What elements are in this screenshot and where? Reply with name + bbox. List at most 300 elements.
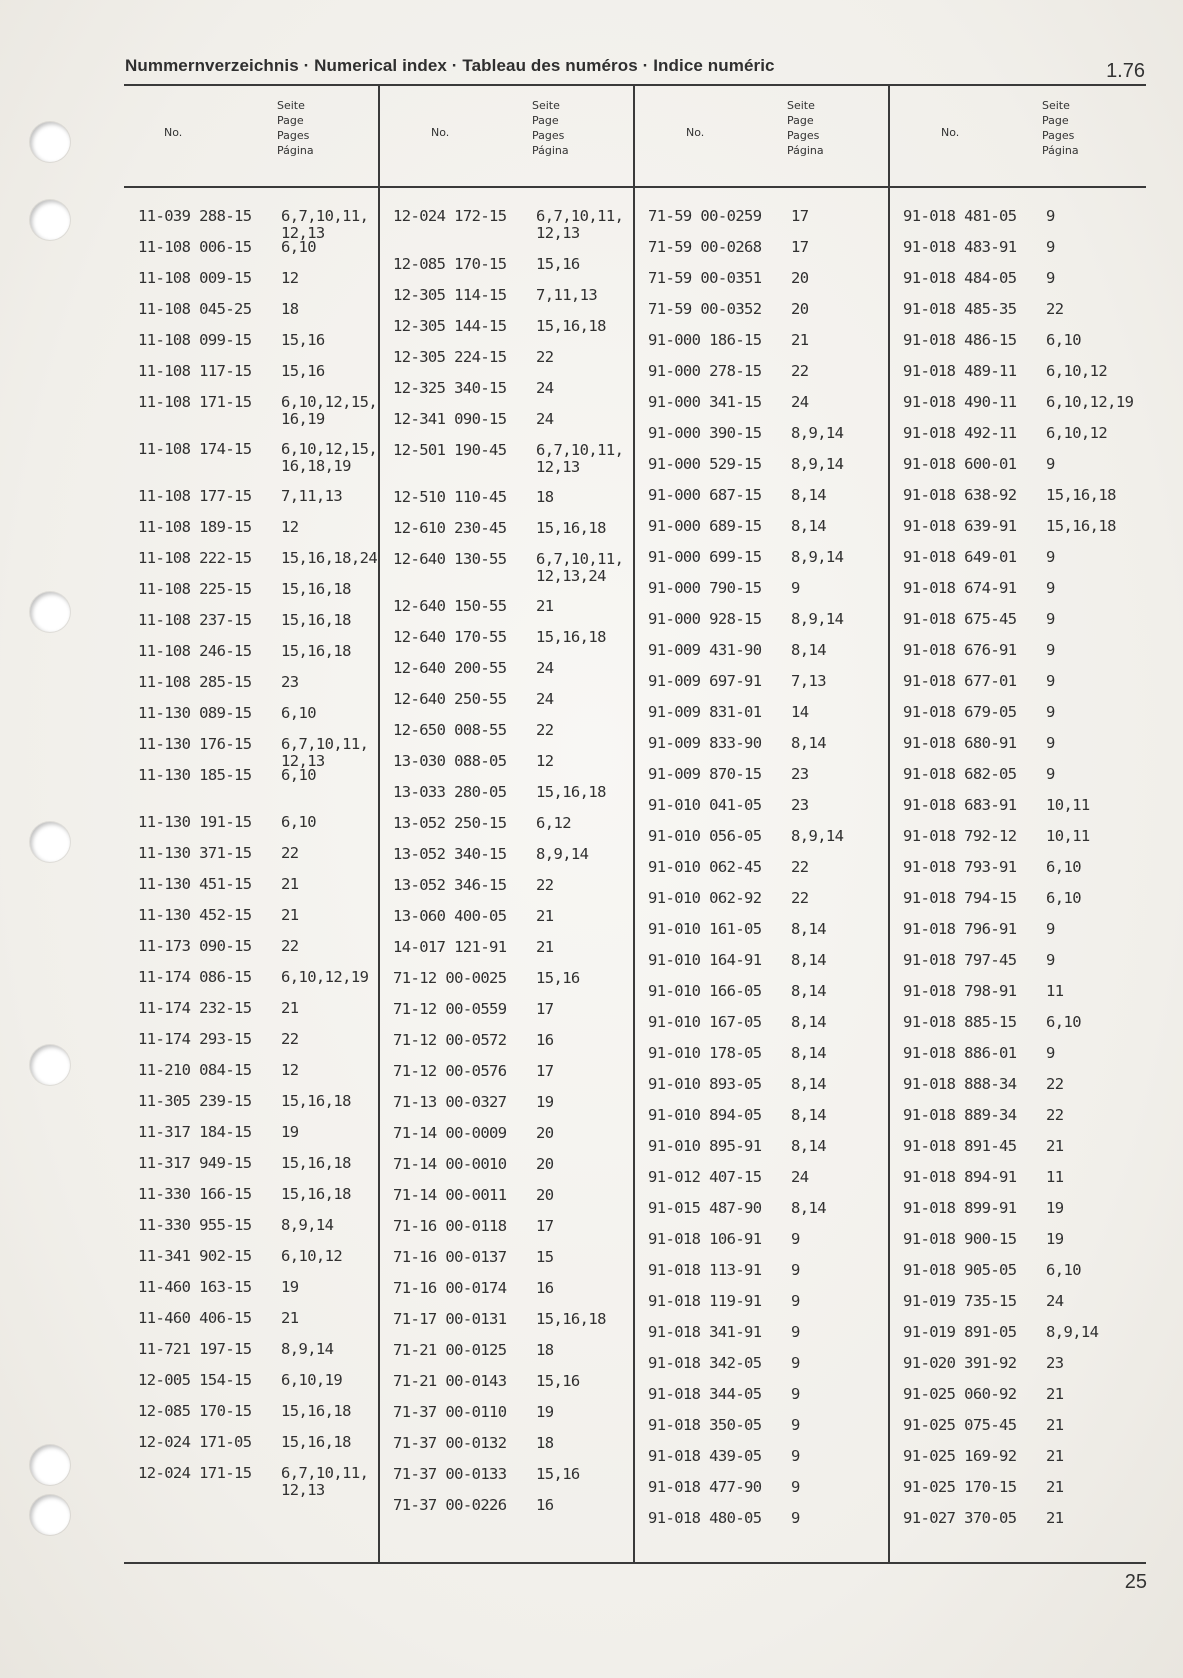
page-references: 15,16,18	[281, 642, 351, 660]
part-number: 71-16 00-0137	[393, 1248, 507, 1266]
part-number: 91-018 905-05	[903, 1261, 1017, 1279]
page-references: 21	[1046, 1447, 1064, 1465]
page-references: 23	[791, 765, 809, 783]
part-number: 71-16 00-0174	[393, 1279, 507, 1297]
part-number: 71-21 00-0143	[393, 1372, 507, 1390]
page-references: 8,14	[791, 1044, 826, 1062]
part-number: 71-12 00-0572	[393, 1031, 507, 1049]
part-number: 91-018 796-91	[903, 920, 1017, 938]
page-references: 6,10	[281, 704, 316, 722]
part-number: 12-510 110-45	[393, 488, 507, 506]
page-references: 9	[1046, 579, 1055, 597]
part-number: 11-108 009-15	[138, 269, 252, 287]
page-references: 22	[281, 937, 299, 955]
part-number: 71-13 00-0327	[393, 1093, 507, 1111]
part-number: 91-018 680-91	[903, 734, 1017, 752]
page-references: 20	[536, 1186, 554, 1204]
page-references: 6,12	[536, 814, 571, 832]
page-references: 11	[1046, 982, 1064, 1000]
page-references: 9	[1046, 920, 1055, 938]
part-number: 91-018 344-05	[648, 1385, 762, 1403]
part-number: 91-018 119-91	[648, 1292, 762, 1310]
page-references: 8,14	[791, 982, 826, 1000]
page-references: 20	[791, 300, 809, 318]
part-number: 13-052 340-15	[393, 845, 507, 863]
page-references: 24	[1046, 1292, 1064, 1310]
page-references: 24	[791, 393, 809, 411]
page-references: 22	[791, 889, 809, 907]
page-references: 24	[536, 659, 554, 677]
page-references: 9	[791, 1230, 800, 1248]
part-number: 12-501 190-45	[393, 441, 507, 459]
part-number: 91-018 885-15	[903, 1013, 1017, 1031]
page-references: 21	[791, 331, 809, 349]
part-number: 91-018 679-05	[903, 703, 1017, 721]
part-number: 11-130 451-15	[138, 875, 252, 893]
part-number: 91-010 894-05	[648, 1106, 762, 1124]
page-references: 8,14	[791, 951, 826, 969]
part-number: 91-000 529-15	[648, 455, 762, 473]
page-references: 8,9,14	[281, 1340, 334, 1358]
part-number: 71-17 00-0131	[393, 1310, 507, 1328]
punch-hole	[30, 592, 70, 632]
part-number: 12-640 130-55	[393, 550, 507, 568]
part-number: 12-024 171-15	[138, 1464, 252, 1482]
page-references: 8,14	[791, 517, 826, 535]
part-number: 11-174 293-15	[138, 1030, 252, 1048]
page-references: 17	[536, 1217, 554, 1235]
page-references: 19	[1046, 1199, 1064, 1217]
page-references: 7,13	[791, 672, 826, 690]
page-references: 21	[281, 875, 299, 893]
page-references: 15,16,18	[281, 1154, 351, 1172]
page-references: 8,14	[791, 1137, 826, 1155]
page-references: 15,16,18	[536, 628, 606, 646]
part-number: 12-305 224-15	[393, 348, 507, 366]
part-number: 91-018 639-91	[903, 517, 1017, 535]
part-number: 71-12 00-0025	[393, 969, 507, 987]
page-references: 15,16,18	[536, 1310, 606, 1328]
part-number: 11-173 090-15	[138, 937, 252, 955]
part-number: 91-009 870-15	[648, 765, 762, 783]
part-number: 12-085 170-15	[393, 255, 507, 273]
part-number: 12-005 154-15	[138, 1371, 252, 1389]
page-references: 22	[281, 844, 299, 862]
page-references: 6,10	[281, 766, 316, 784]
part-number: 91-000 341-15	[648, 393, 762, 411]
part-number: 11-174 086-15	[138, 968, 252, 986]
page-references: 21	[281, 906, 299, 924]
page-number: 25	[1124, 1571, 1147, 1593]
page-references: 15,16,18,24	[281, 549, 378, 567]
part-number: 11-460 163-15	[138, 1278, 252, 1296]
page-references: 18	[536, 488, 554, 506]
page-references: 19	[536, 1403, 554, 1421]
part-number: 91-018 794-15	[903, 889, 1017, 907]
part-number: 91-018 894-91	[903, 1168, 1017, 1186]
page-references: 21	[1046, 1416, 1064, 1434]
part-number: 91-018 341-91	[648, 1323, 762, 1341]
page-references: 22	[1046, 300, 1064, 318]
part-number: 11-108 117-15	[138, 362, 252, 380]
part-number: 71-59 00-0259	[648, 207, 762, 225]
page-references: 20	[536, 1155, 554, 1173]
page-header	[125, 54, 1145, 82]
page-references: 9	[1046, 269, 1055, 287]
page-references: 18	[281, 300, 299, 318]
part-number: 91-018 649-01	[903, 548, 1017, 566]
column-header-page: Seite Page Pages Página	[787, 99, 824, 157]
page-references: 8,9,14	[1046, 1323, 1099, 1341]
part-number: 91-025 169-92	[903, 1447, 1017, 1465]
part-number: 11-130 089-15	[138, 704, 252, 722]
page-references: 9	[791, 1261, 800, 1279]
part-number: 11-108 285-15	[138, 673, 252, 691]
page-references: 15,16,18	[536, 317, 606, 335]
part-number: 91-018 489-11	[903, 362, 1017, 380]
page-references: 24	[791, 1168, 809, 1186]
page-references: 15,16,18	[281, 611, 351, 629]
page-references: 7,11,13	[281, 487, 343, 505]
part-number: 91-018 490-11	[903, 393, 1017, 411]
page-references: 6,7,10,11, 12,13	[536, 207, 624, 242]
part-number: 91-018 891-45	[903, 1137, 1017, 1155]
part-number: 91-009 831-01	[648, 703, 762, 721]
part-number: 71-37 00-0132	[393, 1434, 507, 1452]
part-number: 11-341 902-15	[138, 1247, 252, 1265]
part-number: 91-025 075-45	[903, 1416, 1017, 1434]
page-references: 6,7,10,11, 12,13	[281, 1464, 369, 1499]
page-references: 12	[536, 752, 554, 770]
page-references: 9	[1046, 1044, 1055, 1062]
page-references: 9	[791, 1354, 800, 1372]
part-number: 11-305 239-15	[138, 1092, 252, 1110]
page-references: 8,14	[791, 1106, 826, 1124]
part-number: 91-018 439-05	[648, 1447, 762, 1465]
page-references: 18	[536, 1341, 554, 1359]
part-number: 11-330 166-15	[138, 1185, 252, 1203]
part-number: 91-018 480-05	[648, 1509, 762, 1527]
part-number: 91-018 683-91	[903, 796, 1017, 814]
part-number: 11-108 045-25	[138, 300, 252, 318]
page-references: 8,14	[791, 1075, 826, 1093]
page-references: 21	[1046, 1478, 1064, 1496]
page-references: 6,10	[1046, 1013, 1081, 1031]
part-number: 91-018 677-01	[903, 672, 1017, 690]
page-references: 15,16	[536, 255, 580, 273]
page-references: 22	[281, 1030, 299, 1048]
page-references: 19	[281, 1278, 299, 1296]
page-references: 22	[1046, 1075, 1064, 1093]
page-references: 21	[281, 1309, 299, 1327]
part-number: 11-130 371-15	[138, 844, 252, 862]
part-number: 91-018 676-91	[903, 641, 1017, 659]
page-references: 9	[1046, 238, 1055, 256]
part-number: 91-018 899-91	[903, 1199, 1017, 1217]
page-references: 16	[536, 1279, 554, 1297]
page-references: 21	[281, 999, 299, 1017]
page-references: 6,10,19	[281, 1371, 343, 1389]
part-number: 91-010 164-91	[648, 951, 762, 969]
part-number: 12-640 150-55	[393, 597, 507, 615]
part-number: 91-010 167-05	[648, 1013, 762, 1031]
page-references: 6,7,10,11, 12,13	[281, 207, 369, 242]
part-number: 14-017 121-91	[393, 938, 507, 956]
part-number: 91-020 391-92	[903, 1354, 1017, 1372]
column-header-no: No.	[164, 126, 183, 139]
page-references: 24	[536, 379, 554, 397]
part-number: 91-000 790-15	[648, 579, 762, 597]
part-number: 91-018 350-05	[648, 1416, 762, 1434]
page-references: 6,7,10,11, 12,13,24	[536, 550, 624, 585]
page-references: 22	[791, 858, 809, 876]
page-references: 19	[1046, 1230, 1064, 1248]
part-number: 71-59 00-0352	[648, 300, 762, 318]
part-number: 91-000 687-15	[648, 486, 762, 504]
page-references: 9	[791, 579, 800, 597]
page-references: 16	[536, 1496, 554, 1514]
page-references: 15,16,18	[281, 580, 351, 598]
column-header-page: Seite Page Pages Página	[1042, 99, 1079, 157]
part-number: 91-010 166-05	[648, 982, 762, 1000]
page-references: 21	[1046, 1385, 1064, 1403]
page-references: 9	[1046, 207, 1055, 225]
page-references: 19	[281, 1123, 299, 1141]
page-references: 12	[281, 518, 299, 536]
page-references: 9	[791, 1447, 800, 1465]
bottom-rule	[124, 1562, 1146, 1564]
part-number: 91-027 370-05	[903, 1509, 1017, 1527]
part-number: 71-37 00-0110	[393, 1403, 507, 1421]
page-references: 9	[791, 1292, 800, 1310]
page-references: 9	[1046, 610, 1055, 628]
part-number: 91-018 485-35	[903, 300, 1017, 318]
part-number: 12-640 170-55	[393, 628, 507, 646]
page-references: 22	[536, 348, 554, 366]
page-references: 12	[281, 1061, 299, 1079]
part-number: 13-033 280-05	[393, 783, 507, 801]
page-references: 9	[1046, 703, 1055, 721]
page-references: 23	[791, 796, 809, 814]
part-number: 11-317 184-15	[138, 1123, 252, 1141]
page-references: 9	[1046, 765, 1055, 783]
page-references: 24	[536, 690, 554, 708]
part-number: 91-010 062-92	[648, 889, 762, 907]
part-number: 12-650 008-55	[393, 721, 507, 739]
part-number: 11-174 232-15	[138, 999, 252, 1017]
header-rule	[124, 84, 1146, 86]
part-number: 12-085 170-15	[138, 1402, 252, 1420]
page-references: 20	[791, 269, 809, 287]
part-number: 12-341 090-15	[393, 410, 507, 428]
part-number: 71-12 00-0576	[393, 1062, 507, 1080]
column-header-no: No.	[941, 126, 960, 139]
page-references: 11	[1046, 1168, 1064, 1186]
page-references: 8,9,14	[791, 455, 844, 473]
page-references: 15,16,18	[281, 1433, 351, 1451]
part-number: 91-018 889-34	[903, 1106, 1017, 1124]
page-references: 15,16	[281, 362, 325, 380]
page-references: 22	[536, 876, 554, 894]
part-number: 71-16 00-0118	[393, 1217, 507, 1235]
page-references: 6,10,12	[281, 1247, 343, 1265]
part-number: 13-052 346-15	[393, 876, 507, 894]
page-references: 20	[536, 1124, 554, 1142]
page-references: 21	[536, 938, 554, 956]
part-number: 11-210 084-15	[138, 1061, 252, 1079]
part-number: 11-108 006-15	[138, 238, 252, 256]
page-references: 10,11	[1046, 827, 1090, 845]
part-number: 91-000 699-15	[648, 548, 762, 566]
part-number: 91-018 484-05	[903, 269, 1017, 287]
part-number: 91-010 056-05	[648, 827, 762, 845]
page-references: 8,9,14	[791, 548, 844, 566]
page-references: 15,16,18	[536, 519, 606, 537]
part-number: 71-14 00-0010	[393, 1155, 507, 1173]
page-references: 15,16,18	[1046, 517, 1116, 535]
part-number: 91-010 161-05	[648, 920, 762, 938]
page-references: 8,14	[791, 1199, 826, 1217]
page-references: 21	[536, 597, 554, 615]
column-divider	[633, 86, 635, 1563]
part-number: 11-317 949-15	[138, 1154, 252, 1172]
page-references: 15,16	[536, 969, 580, 987]
part-number: 91-000 689-15	[648, 517, 762, 535]
page-references: 9	[791, 1478, 800, 1496]
part-number: 11-460 406-15	[138, 1309, 252, 1327]
part-number: 91-010 178-05	[648, 1044, 762, 1062]
page-references: 15,16,18	[536, 783, 606, 801]
column-divider	[378, 86, 380, 1563]
page-references: 9	[1046, 672, 1055, 690]
page-references: 8,14	[791, 734, 826, 752]
part-number: 91-010 893-05	[648, 1075, 762, 1093]
page-references: 19	[536, 1093, 554, 1111]
page-references: 15,16,18	[281, 1402, 351, 1420]
part-number: 11-108 237-15	[138, 611, 252, 629]
part-number: 71-37 00-0133	[393, 1465, 507, 1483]
part-number: 91-018 797-45	[903, 951, 1017, 969]
part-number: 12-640 200-55	[393, 659, 507, 677]
edition-code: 1.76	[1106, 60, 1145, 82]
page-references: 6,10,12,15, 16,18,19	[281, 440, 378, 475]
part-number: 71-59 00-0268	[648, 238, 762, 256]
part-number: 11-108 246-15	[138, 642, 252, 660]
part-number: 91-018 793-91	[903, 858, 1017, 876]
part-number: 11-108 174-15	[138, 440, 252, 458]
page-references: 12	[281, 269, 299, 287]
part-number: 91-015 487-90	[648, 1199, 762, 1217]
page-references: 6,7,10,11, 12,13	[536, 441, 624, 476]
page-references: 8,9,14	[791, 827, 844, 845]
part-number: 91-018 486-15	[903, 331, 1017, 349]
part-number: 91-000 278-15	[648, 362, 762, 380]
part-number: 91-000 390-15	[648, 424, 762, 442]
page-references: 6,10	[1046, 331, 1081, 349]
part-number: 91-018 483-91	[903, 238, 1017, 256]
page-references: 6,10	[1046, 889, 1081, 907]
part-number: 91-018 492-11	[903, 424, 1017, 442]
page-references: 10,11	[1046, 796, 1090, 814]
column-header-page: Seite Page Pages Página	[277, 99, 314, 157]
part-number: 12-610 230-45	[393, 519, 507, 537]
page-references: 9	[1046, 734, 1055, 752]
part-number: 71-21 00-0125	[393, 1341, 507, 1359]
part-number: 91-018 342-05	[648, 1354, 762, 1372]
punch-hole	[30, 1045, 70, 1085]
page-references: 9	[1046, 951, 1055, 969]
column-header-rule	[124, 186, 1146, 188]
page-references: 17	[536, 1000, 554, 1018]
part-number: 91-018 106-91	[648, 1230, 762, 1248]
part-number: 11-330 955-15	[138, 1216, 252, 1234]
page-references: 16	[536, 1031, 554, 1049]
page-references: 21	[1046, 1509, 1064, 1527]
part-number: 91-018 477-90	[648, 1478, 762, 1496]
page-references: 6,10,12	[1046, 424, 1108, 442]
page-references: 7,11,13	[536, 286, 598, 304]
page-references: 6,10	[1046, 858, 1081, 876]
page-references: 6,10,12,19	[281, 968, 369, 986]
page-references: 21	[1046, 1137, 1064, 1155]
page-title: Nummernverzeichnis · Numerical index · Tableau des numéros · Indice numéric	[125, 56, 775, 75]
part-number: 91-018 600-01	[903, 455, 1017, 473]
part-number: 91-018 682-05	[903, 765, 1017, 783]
column-header-no: No.	[686, 126, 705, 139]
part-number: 13-060 400-05	[393, 907, 507, 925]
part-number: 91-010 895-91	[648, 1137, 762, 1155]
part-number: 91-025 060-92	[903, 1385, 1017, 1403]
part-number: 11-130 185-15	[138, 766, 252, 784]
page-references: 8,9,14	[536, 845, 589, 863]
part-number: 91-018 638-92	[903, 486, 1017, 504]
page-references: 15,16,18	[1046, 486, 1116, 504]
page-references: 23	[281, 673, 299, 691]
part-number: 11-039 288-15	[138, 207, 252, 225]
part-number: 91-018 798-91	[903, 982, 1017, 1000]
page-references: 8,9,14	[281, 1216, 334, 1234]
page-references: 9	[791, 1385, 800, 1403]
page-references: 8,9,14	[791, 424, 844, 442]
punch-hole	[30, 1495, 70, 1535]
punch-hole	[30, 200, 70, 240]
part-number: 91-000 186-15	[648, 331, 762, 349]
page-references: 9	[1046, 455, 1055, 473]
part-number: 12-640 250-55	[393, 690, 507, 708]
page-references: 15	[536, 1248, 554, 1266]
page-references: 17	[791, 207, 809, 225]
punch-hole	[30, 122, 70, 162]
page-references: 6,10	[281, 238, 316, 256]
page-references: 17	[791, 238, 809, 256]
page-references: 8,14	[791, 486, 826, 504]
part-number: 11-108 177-15	[138, 487, 252, 505]
page-references: 15,16	[536, 1465, 580, 1483]
part-number: 13-052 250-15	[393, 814, 507, 832]
page-references: 9	[791, 1416, 800, 1434]
part-number: 71-37 00-0226	[393, 1496, 507, 1514]
page-references: 9	[1046, 548, 1055, 566]
part-number: 11-108 225-15	[138, 580, 252, 598]
part-number: 91-019 891-05	[903, 1323, 1017, 1341]
column-divider	[888, 86, 890, 1563]
part-number: 91-018 113-91	[648, 1261, 762, 1279]
page-references: 15,16,18	[281, 1092, 351, 1110]
part-number: 91-012 407-15	[648, 1168, 762, 1186]
part-number: 91-018 792-12	[903, 827, 1017, 845]
part-number: 71-14 00-0011	[393, 1186, 507, 1204]
part-number: 13-030 088-05	[393, 752, 507, 770]
